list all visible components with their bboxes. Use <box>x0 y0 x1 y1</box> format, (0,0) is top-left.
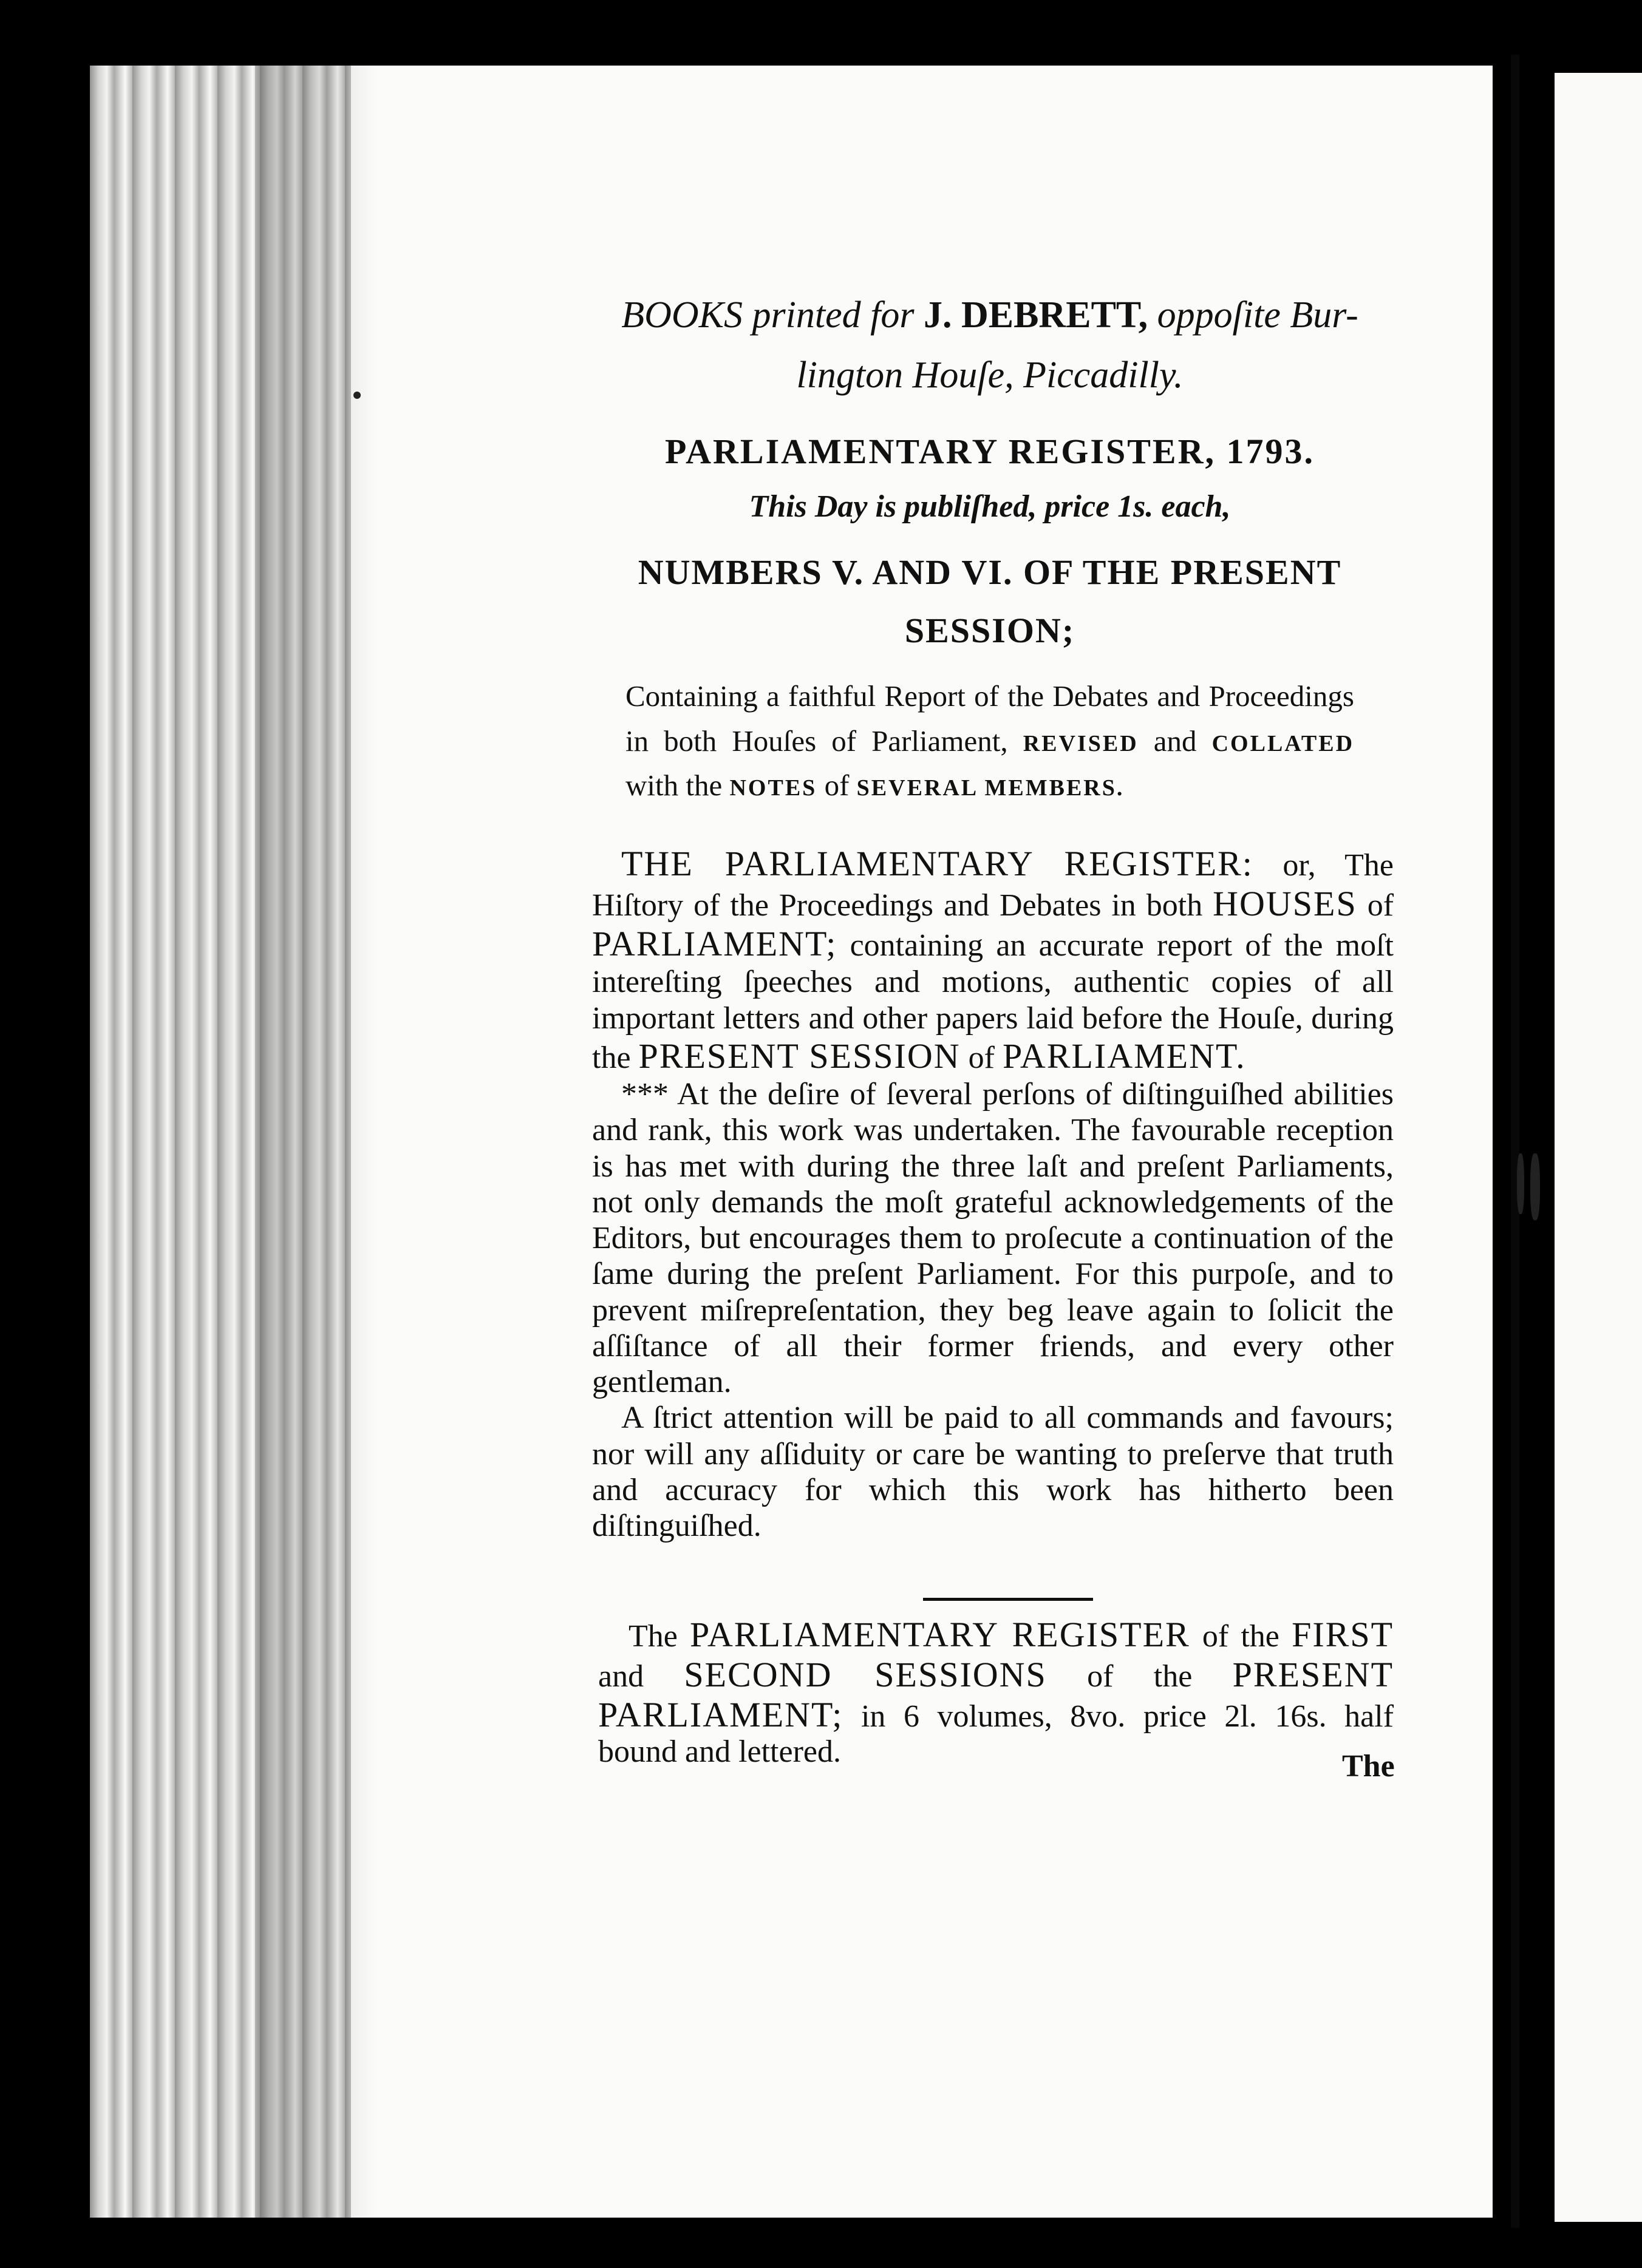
publisher-heading <box>583 285 1397 406</box>
section-rule <box>923 1598 1093 1601</box>
speck <box>353 392 361 399</box>
of-the-word-2: of the <box>1087 1659 1193 1694</box>
the-word: The <box>629 1619 678 1654</box>
present-parliament-caps: PRESENT PARLIAMENT; <box>598 1654 1394 1734</box>
heading-opposite: oppoſite Bur- <box>1157 294 1358 336</box>
containing-with: with the <box>625 769 723 802</box>
parliament-caps-2: PARLIAMENT. <box>1002 1036 1246 1076</box>
numbers-line-1: NUMBERS V. AND VI. OF THE PRESENT <box>638 552 1342 592</box>
paragraph-attention: A ſtrict attention will be paid to all commands and favours; nor will any aſſiduity or care be wanting to preſerve that truth and accuracy for which this work has hitherto been diſtinguiſhed. <box>592 1401 1394 1544</box>
of-word-2: of <box>968 1040 995 1075</box>
heading-line-2: lington Houſe, Piccadilly. <box>796 355 1184 396</box>
numbers-title <box>583 543 1397 659</box>
revised-word: REVISED <box>1023 730 1139 756</box>
page-right-edge <box>1555 73 1642 2222</box>
containing-and: and <box>1153 724 1197 758</box>
houses-caps: HOUSES <box>1213 884 1357 924</box>
of-word: of <box>1367 888 1394 923</box>
speck <box>1530 1153 1540 1220</box>
second-sessions-caps: SECOND SESSIONS <box>684 1654 1047 1694</box>
numbers-line-2: SESSION; <box>904 610 1075 650</box>
containing-of: of <box>824 769 850 802</box>
heading-books-printed: BOOKS printed for <box>621 294 915 336</box>
containing-description <box>625 674 1354 808</box>
of-the-word: of the <box>1202 1619 1279 1654</box>
register-title: PARLIAMENTARY REGISTER, 1793. <box>665 432 1315 471</box>
gutter-shadow <box>1511 55 1519 2228</box>
paragraph-desire: *** At the deſire of ſeveral perſons of diſtinguiſhed abilities and rank, this work was undertaken. The favourable reception is has met with during the three laſt and preſent Parliaments, not only demands the moſt grateful acknowledgements of the Editors, but encourages them to proſecute a continuation of the ſame during the preſent Parliament. For this purpoſe, and to prevent miſrepreſentation, they beg leave again to ſolicit the aſſiſtance of all their former friends, and every other gentleman. <box>592 1076 1394 1400</box>
heading-line-1 <box>583 285 1397 345</box>
present-session-caps: PRESENT SESSION <box>638 1036 961 1076</box>
register-caps-2: PARLIAMENTARY REGISTER <box>690 1615 1190 1654</box>
register-text-2: containing an accurate report of the moſt intereſting ſpeeches and motions, authentic copies of all important letters and other papers laid before the Houſe, during the <box>592 928 1394 1075</box>
notes-word: NOTES <box>729 775 817 801</box>
catchword: The <box>1342 1749 1395 1784</box>
binding-shadow <box>255 66 376 2218</box>
publication-notice: This Day is publiſhed, price 1s. each, <box>749 489 1231 524</box>
speck <box>1517 1153 1524 1214</box>
heading-publisher-name: J. DEBRETT, <box>923 294 1148 336</box>
and-word: and <box>598 1659 644 1694</box>
register-text: or, The Hiſtory of the Proceedings and Debates in both <box>592 848 1394 923</box>
containing-text: Containing a faithful Report of the Debates and Proceedings in both Houſes of Parliament, <box>625 679 1354 758</box>
paragraph-register-description <box>592 844 1394 1076</box>
several-members: SEVERAL MEMBERS. <box>856 775 1125 801</box>
volumes-price: in 6 volumes, 8vo. price 2l. 16s. half bound and lettered. <box>598 1699 1394 1770</box>
parliament-caps: PARLIAMENT; <box>592 924 837 964</box>
second-advertisement <box>598 1615 1394 1770</box>
first-caps: FIRST <box>1292 1615 1394 1654</box>
collated-word: COLLATED <box>1211 730 1355 756</box>
main-advertisement <box>592 844 1394 1544</box>
register-caps: THE PARLIAMENTARY REGISTER: <box>621 844 1253 883</box>
